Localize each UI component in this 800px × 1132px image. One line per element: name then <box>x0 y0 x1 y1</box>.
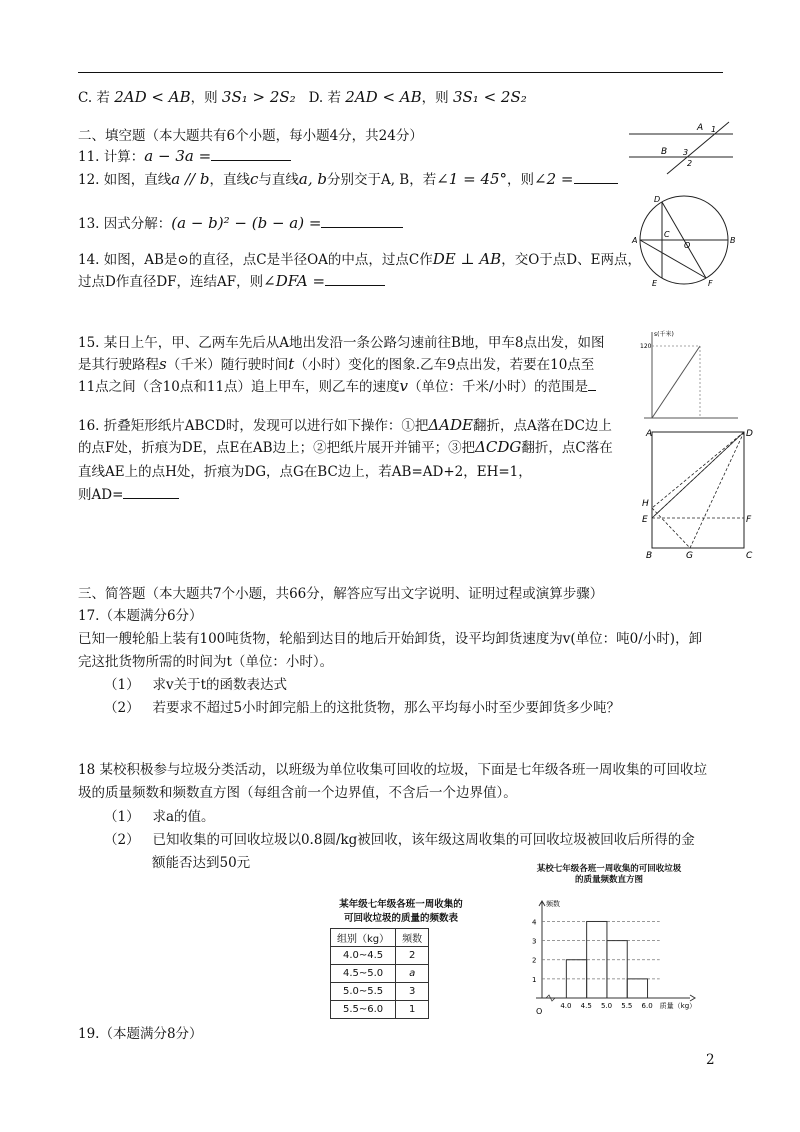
label-O: O <box>684 241 691 250</box>
question-16-line-3: 直线AE上的点H处，折痕为DG，点G在BC边上，若AB=AD+2，EH=1， <box>78 464 532 480</box>
rect-abcd <box>652 432 744 548</box>
label-C: C <box>664 230 670 239</box>
table-row <box>331 965 429 983</box>
cell-frequency: 3 <box>396 983 429 1001</box>
question-15-line-3 <box>78 375 596 395</box>
x-tick-label: 6.0 <box>641 1002 653 1010</box>
question-11 <box>78 145 291 165</box>
answer-blank <box>211 148 291 161</box>
q12-math-4: ∠1 = 45° <box>436 170 508 188</box>
q17-sub-2-text: 若要求不超过5小时卸完船上的这批货物，那么平均每小时至少要卸货多少吨？ <box>152 700 621 716</box>
q16-text-4: 翻折，点C落在 <box>521 440 613 456</box>
question-17-line-1: 已知一艘轮船上装有100吨货物，轮船到达目的地后开始卸货，设平均卸货速度为v(单位：吨0/小时)，卸 <box>78 631 703 647</box>
option-d-label: D. 若 <box>308 90 341 106</box>
label-3: 3 <box>683 148 689 157</box>
label-E: E <box>652 279 658 288</box>
segment-dh <box>652 432 744 508</box>
q13-prefix: 13. 因式分解： <box>78 216 172 232</box>
question-18-sub-1 <box>104 805 215 825</box>
header-rule <box>78 72 723 73</box>
q17-sub-1-text: 求v关于t的函数表达式 <box>152 677 288 693</box>
question-18-sub-2-cont: 额能否达到50元 <box>152 855 251 871</box>
label-D: D <box>746 429 753 439</box>
segment-af <box>640 240 706 278</box>
header-frequency: 频数 <box>396 929 429 947</box>
histogram-title: 某校七年级各班一周收集的可回收垃圾的质量频数直方图 <box>536 864 682 885</box>
q18-sub-2-number: （2） <box>104 832 140 848</box>
question-17-sub-1 <box>104 673 287 693</box>
label-H: H <box>642 499 649 509</box>
x-tick-label: 4.5 <box>580 1002 592 1010</box>
q12-text-4: 分别交于A, B，若 <box>326 172 437 188</box>
histogram-bar <box>627 979 647 998</box>
x-axis-label: 质量（kg） <box>659 1002 697 1010</box>
q17-sub-2-number: （2） <box>104 700 140 716</box>
option-d-condition: 2AD < AB <box>345 88 422 106</box>
frequency-table-figure <box>330 896 472 1019</box>
question-16-line-4 <box>78 483 179 503</box>
tick-120: 120 <box>640 343 652 350</box>
table-header-row <box>331 929 429 947</box>
graph-line <box>652 346 700 418</box>
q17-sub-1-number: （1） <box>104 677 140 693</box>
x-tick-label: 5.5 <box>621 1002 633 1010</box>
answer-blank <box>325 273 385 286</box>
q12-text-5: ，则 <box>507 172 535 188</box>
question-16-line-2 <box>78 436 613 456</box>
q15-text-1: 是其行驶路程 <box>78 357 159 373</box>
label-F: F <box>708 279 713 288</box>
answer-blank <box>588 378 596 391</box>
table-row <box>331 983 429 1001</box>
question-17-heading: 17.（本题满分6分） <box>78 608 203 624</box>
q15-text-3: （小时）变化的图象.乙车9点出发，若要在10点至 <box>294 357 595 373</box>
x-tick-label: 4.0 <box>560 1002 572 1010</box>
answer-blank <box>123 486 179 499</box>
question-18-line-2: 圾的质量频数和频数直方图（每组含前一个边界值，不含后一个边界值）。 <box>78 785 517 801</box>
q14-math-1: DE ⊥ AB <box>432 250 502 268</box>
label-B: B <box>661 147 668 157</box>
question-12 <box>78 168 618 188</box>
histogram-figure <box>524 864 699 886</box>
table-title-line-1: 某年级七年级各班一周收集的 <box>339 899 463 910</box>
section-3-heading: 三、简答题（本大题共7个小题，共66分，解答应写出文字说明、证明过程或演算步骤） <box>78 586 604 602</box>
y-tick-label: 3 <box>532 937 537 946</box>
question-17-sub-2 <box>104 696 620 716</box>
origin-label: O <box>536 1007 543 1016</box>
q15-text-4: 11点之间（含10点和11点）追上甲车，则乙车的速度 <box>78 379 400 395</box>
question-18-line-1: 18 某校积极参与垃圾分类活动，以班级为单位收集可回收的垃圾，下面是七年级各班一周收集的可回收垃 <box>78 762 707 778</box>
q16-math-2: ΔCDG <box>475 438 522 456</box>
header-group: 组别（kg） <box>331 929 396 947</box>
question-13 <box>78 212 403 232</box>
q16-text-1: 16. 折叠矩形纸片ABCD时，发现可以进行如下操作：①把 <box>78 418 429 434</box>
page-number: 2 <box>706 1052 715 1068</box>
q14-text-1: 14. 如图，AB是⊙的直径，点C是半径OA的中点，过点C作 <box>78 252 433 268</box>
option-c-d <box>78 86 527 106</box>
cell-group: 5.0~5.5 <box>331 983 396 1001</box>
histogram-axes <box>536 901 695 1001</box>
q11-prefix: 11. 计算： <box>78 149 145 165</box>
label-2: 2 <box>687 159 693 168</box>
q16-text-3: 的点F处，折痕为DE，点E在AB边上；②把纸片展开并铺平；③把 <box>78 440 476 456</box>
label-A: A <box>697 123 704 133</box>
question-15-line-1: 15. 某日上午，甲、乙两车先后从A地出发沿一条公路匀速前往B地，甲车8点出发，如图 <box>78 335 605 351</box>
q12-math-1: a // b <box>171 170 210 188</box>
q12-text-1: 12. 如图，直线 <box>78 172 172 188</box>
label-B: B <box>646 551 653 561</box>
label-E: E <box>642 515 648 525</box>
q12-math-5: ∠2 = <box>534 170 574 188</box>
option-c-label: C. 若 <box>78 90 110 106</box>
q12-math-2: c <box>249 170 259 188</box>
q16-text-2: 翻折，点A落在DC边上 <box>473 418 612 434</box>
q11-expression: a − 3a = <box>144 147 212 165</box>
q14-math-2: ∠DFA = <box>263 272 326 290</box>
q15-math-v: v <box>399 377 409 395</box>
q14-text-2: ，交O于点D、E两点， <box>501 252 641 268</box>
x-axis-arrow <box>690 995 695 1001</box>
q16-text-5: 则AD= <box>78 487 124 503</box>
figure-rectangle <box>640 424 762 562</box>
label-A: A <box>632 236 638 245</box>
q18-sub-1-text: 求a的值。 <box>152 809 215 825</box>
y-tick-label: 4 <box>532 918 537 927</box>
table-row <box>331 1001 429 1019</box>
segment-ed-solid <box>652 432 744 518</box>
q18-sub-2-text: 已知收集的可回收垃圾以0.8圆/kg被回收，该年级这周收集的可回收垃圾被回收后所得的金 <box>152 832 695 848</box>
label-1: 1 <box>711 125 717 134</box>
q13-expression: (a − b)² − (b − a) = <box>171 214 322 232</box>
question-19-heading: 19.（本题满分8分） <box>78 1026 203 1042</box>
label-D: D <box>654 195 661 204</box>
option-c-result: 3S₁ > 2S₂ <box>221 88 296 106</box>
y-tick-label: 2 <box>532 956 537 965</box>
answer-blank <box>574 171 618 184</box>
figure-circle <box>622 190 740 292</box>
cell-group: 5.5~6.0 <box>331 1001 396 1019</box>
label-G: G <box>686 551 693 561</box>
q15-text-5: （单位：千米/小时）的范围是 <box>408 379 589 395</box>
y-axis-label: 频数 <box>546 900 560 908</box>
figure-s-t-graph <box>640 326 740 422</box>
q16-math-1: ΔADE <box>428 416 473 434</box>
cell-frequency: 2 <box>396 947 429 965</box>
segment-hg <box>652 508 690 548</box>
frequency-table <box>330 928 429 1019</box>
q18-sub-1-number: （1） <box>104 809 140 825</box>
table-title-line-2: 可回收垃圾的质量的频数表 <box>343 913 458 924</box>
q15-math-s: s <box>159 355 167 373</box>
cell-frequency: 1 <box>396 1001 429 1019</box>
question-18-sub-2 <box>104 828 695 848</box>
question-17-line-2: 完这批货物所需的时间为t（单位：小时）。 <box>78 654 334 670</box>
answer-blank <box>321 215 403 228</box>
figure-parallel-lines <box>625 112 737 182</box>
cell-group: 4.0~4.5 <box>331 947 396 965</box>
option-d-result: 3S₁ < 2S₂ <box>452 88 527 106</box>
x-tick-label: 5.0 <box>600 1002 613 1010</box>
label-C: C <box>746 551 753 561</box>
axis-label-s: s(千米) <box>654 331 674 338</box>
option-d-then: ，则 <box>421 90 449 106</box>
label-F: F <box>746 515 752 525</box>
q14-text-3: 过点D作直径DF，连结AF，则 <box>78 274 264 290</box>
q12-text-3: 与直线 <box>258 172 299 188</box>
question-15-line-2 <box>78 353 594 373</box>
q15-text-2: （千米）随行驶时间 <box>166 357 289 373</box>
cell-frequency: a <box>396 965 429 983</box>
cell-group: 4.5~5.0 <box>331 965 396 983</box>
y-tick-label: 1 <box>532 975 537 984</box>
histogram-chart <box>524 890 699 1018</box>
q12-text-2: ，直线 <box>209 172 250 188</box>
option-c-condition: 2AD < AB <box>114 88 191 106</box>
section-2-heading: 二、填空题（本大题共有6个小题，每小题4分，共24分） <box>78 128 423 144</box>
table-row <box>331 947 429 965</box>
question-14-line-2 <box>78 270 385 290</box>
option-c-then: ，则 <box>190 90 218 106</box>
question-14-line-1 <box>78 248 641 268</box>
histogram-bars <box>566 921 647 998</box>
question-16-line-1 <box>78 414 612 434</box>
label-B: B <box>730 236 736 245</box>
label-A: A <box>646 429 653 439</box>
q15-math-t: t <box>288 355 295 373</box>
segment-dg <box>690 432 744 548</box>
histogram-bar <box>607 941 627 998</box>
q12-math-3: a, b <box>298 170 327 188</box>
